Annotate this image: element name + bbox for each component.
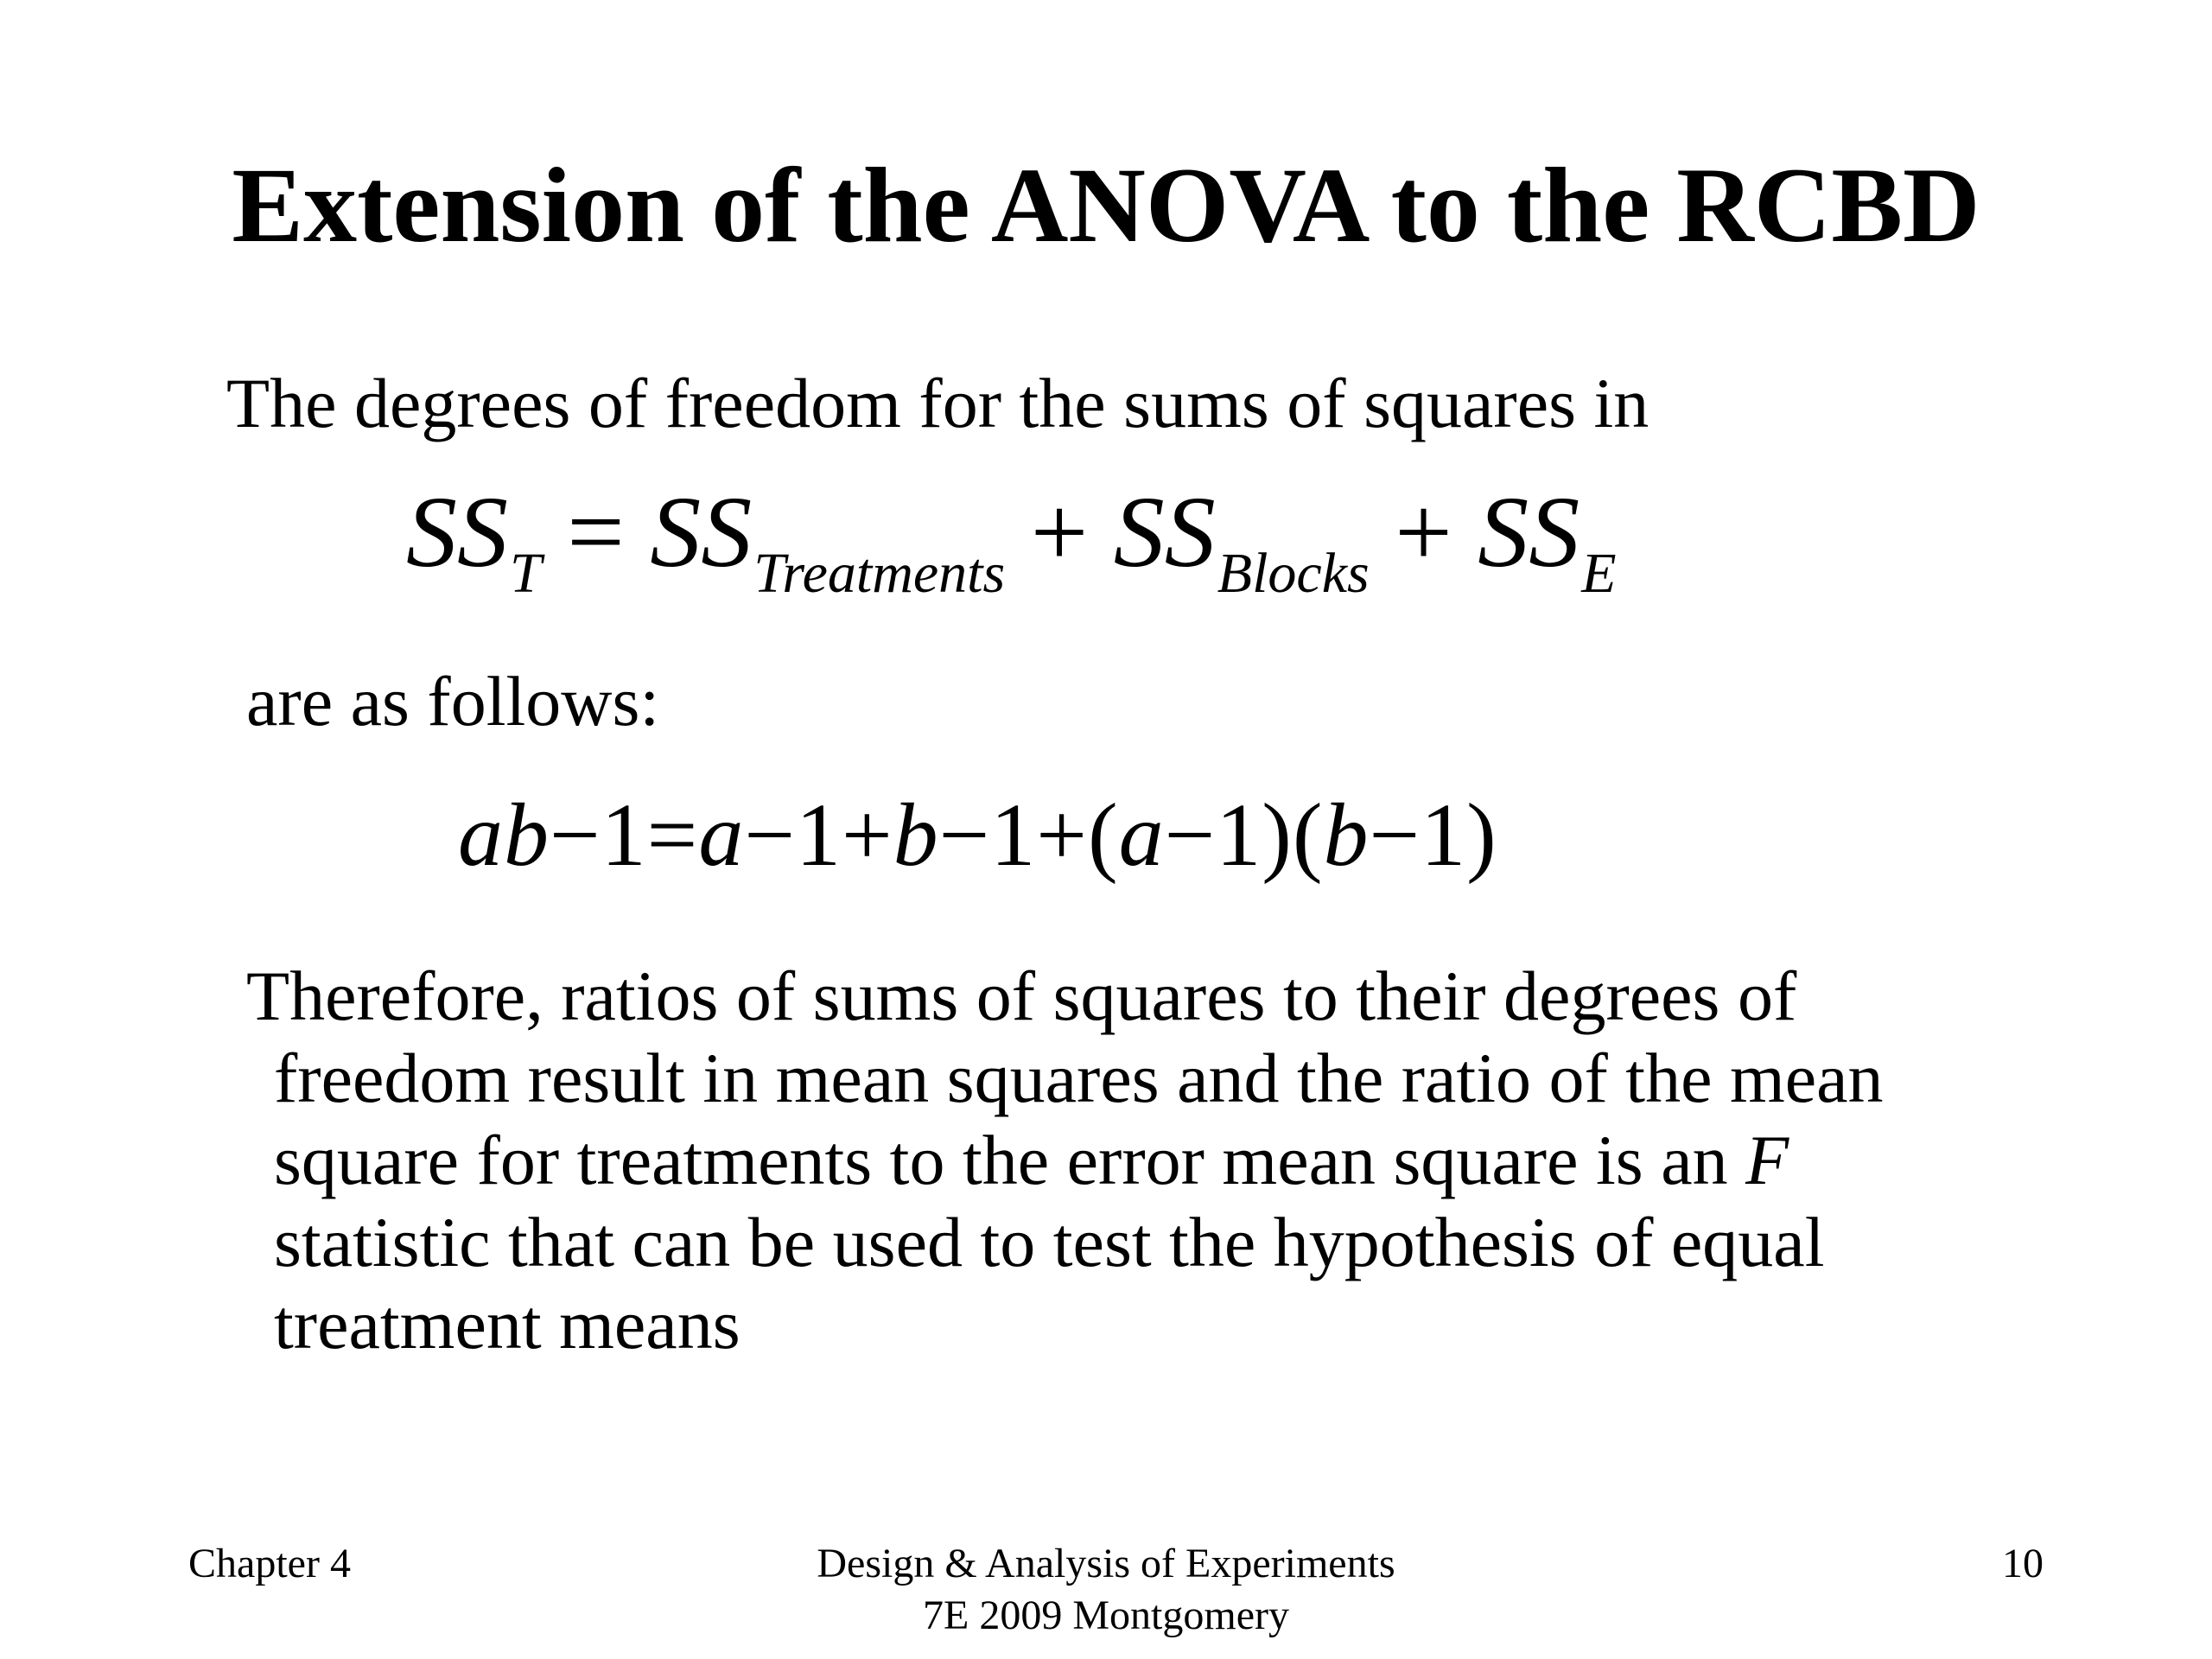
sum-of-squares-equation <box>406 471 1617 607</box>
page-number: 10 <box>2002 1541 2044 1586</box>
paragraph-line: freedom result in mean squares and the ratio of the mean <box>274 1039 1884 1118</box>
ss-blocks: $SS_{Blocks}$ <box>1113 475 1370 605</box>
footer-course-title: Design & Analysis of Experiments <box>817 1541 1395 1586</box>
paragraph-line: statistic that can be used to test the hypothesis of equal <box>274 1203 1825 1282</box>
paragraph-line: treatment means <box>274 1285 741 1364</box>
paragraph-line: Therefore, ratios of sums of squares to their degrees of <box>246 957 1797 1035</box>
paragraph-line: square for treatments to the error mean square is an F <box>274 1121 1789 1200</box>
intro-text: The degrees of freedom for the sums of squares in <box>226 364 1649 442</box>
equals-sign: = <box>567 475 625 588</box>
f-statistic-symbol: F <box>1745 1121 1789 1200</box>
ss-error: $SS_E$ <box>1478 475 1617 605</box>
follows-text: are as follows: <box>246 662 660 741</box>
conclusion-paragraph <box>246 955 2018 1366</box>
slide-title: Extension of the ANOVA to the RCBD <box>232 146 1980 264</box>
plus-sign: + <box>1395 475 1452 588</box>
footer-course <box>674 1538 1538 1642</box>
ss-treatments: $SS_{Treatments}$ <box>650 475 1006 605</box>
footer-chapter: Chapter 4 <box>188 1541 351 1586</box>
degrees-of-freedom-equation: ab−1=a−1+b−1+(a−1)(b−1) <box>458 785 1497 885</box>
footer-course-edition: 7E 2009 Montgomery <box>923 1592 1289 1638</box>
ss-total: $SS_T$ <box>406 475 542 605</box>
plus-sign: + <box>1030 475 1089 588</box>
